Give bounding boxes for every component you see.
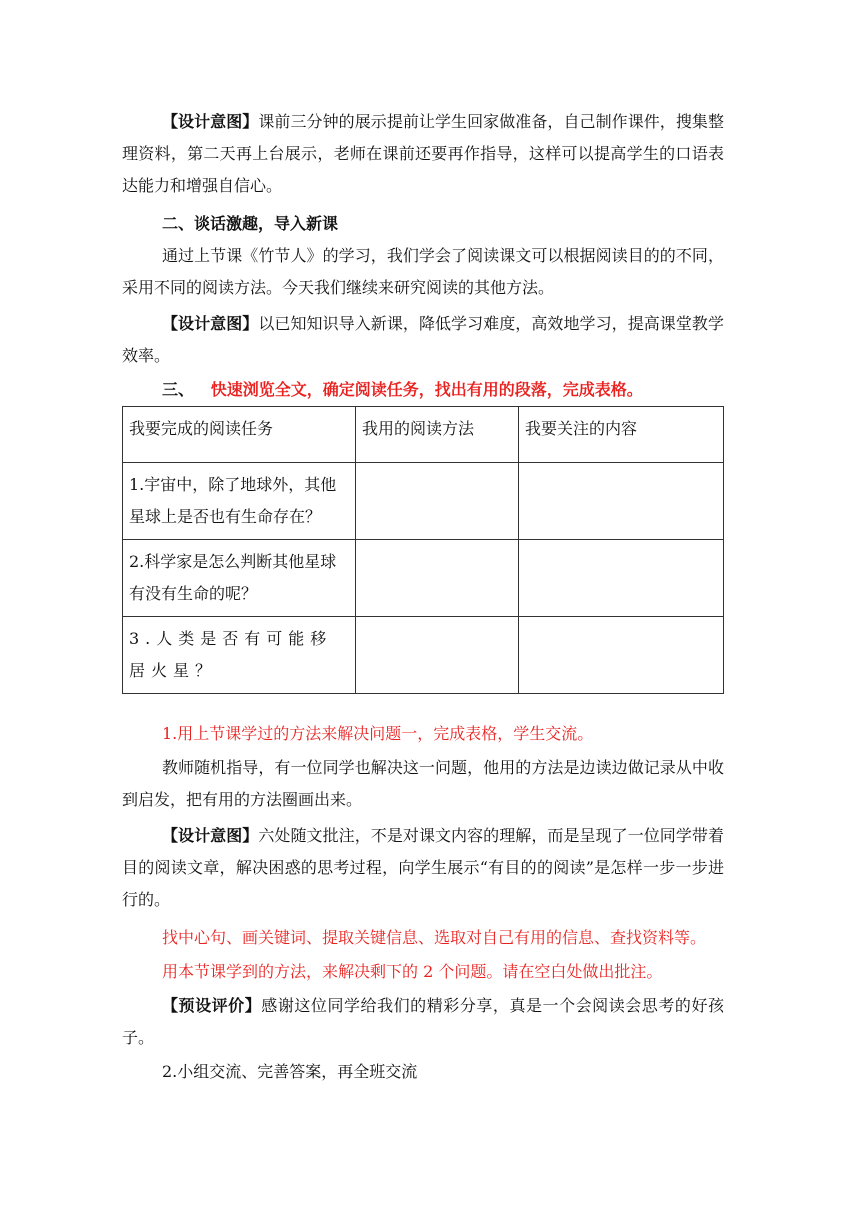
table-header-cell: 我用的阅读方法 xyxy=(356,407,519,463)
red-instruction-2: 用本节课学到的方法，来解决剩下的 2 个问题。请在空白处做出批注。 xyxy=(162,962,663,981)
table-cell xyxy=(519,540,724,617)
design-intent-tag: 【设计意图】 xyxy=(162,314,259,333)
design-intent-text: 六处随文批注，不是对课文内容的理解，而是呈现了一位同学带着目的阅读文章，解决困惑的思考过程，向学生展示“有目的的阅读”是怎样一步一步进行的。 xyxy=(122,826,724,909)
preset-evaluation-paragraph xyxy=(122,990,724,1054)
intro-paragraph: 通过上节课《竹节人》的学习，我们学会了阅读课文可以根据阅读目的的不同，采用不同的阅读方法。今天我们继续来研究阅读的其他方法。 xyxy=(122,246,724,297)
design-intent-text: 课前三分钟的展示提前让学生回家做准备，自己制作课件，搜集整理资料，第二天再上台展示，老师在课前还要再作指导，这样可以提高学生的口语表达能力和增强自信心。 xyxy=(122,112,724,195)
section-heading-3-text: 快速浏览全文，确定阅读任务，找出有用的段落，完成表格。 xyxy=(210,380,643,399)
table-cell xyxy=(519,617,724,694)
step-2: 2.小组交流、完善答案，再全班交流 xyxy=(162,1062,418,1081)
reading-task-table xyxy=(122,406,724,694)
table-cell xyxy=(519,463,724,540)
table-cell xyxy=(356,463,519,540)
table-cell: 1.宇宙中，除了地球外，其他星球上是否也有生命存在？ xyxy=(123,463,356,540)
red-instruction-1: 找中心句、画关键词、提取关键信息、选取对自己有用的信息、查找资料等。 xyxy=(162,928,707,947)
design-intent-paragraph-2 xyxy=(122,308,724,372)
design-intent-text: 以已知知识导入新课，降低学习难度，高效地学习，提高课堂教学效率。 xyxy=(122,314,724,365)
table-cell xyxy=(356,617,519,694)
table-cell: 2.科学家是怎么判断其他星球有没有生命的呢？ xyxy=(123,540,356,617)
design-intent-tag: 【设计意图】 xyxy=(162,826,259,845)
design-intent-paragraph-1 xyxy=(122,106,724,202)
table-header-cell: 我要关注的内容 xyxy=(519,407,724,463)
preset-evaluation-tag: 【预设评价】 xyxy=(162,996,262,1015)
design-intent-tag: 【设计意图】 xyxy=(162,112,259,131)
teacher-guidance-paragraph: 教师随机指导，有一位同学也解决这一问题，他用的方法是边读边做记录从中收到启发，把有用的方法圈画出来。 xyxy=(122,758,724,809)
preset-evaluation-text: 感谢这位同学给我们的精彩分享，真是一个会阅读会思考的好孩子。 xyxy=(122,996,724,1047)
table-row xyxy=(123,463,724,540)
table-cell: 3.人类是否有可能移居火星？ xyxy=(123,617,356,694)
table-row xyxy=(123,540,724,617)
table-header-row xyxy=(123,407,724,463)
section-heading-3 xyxy=(122,374,724,406)
step-1: 1.用上节课学过的方法来解决问题一，完成表格，学生交流。 xyxy=(162,724,594,743)
section-heading-2: 二、谈话激趣，导入新课 xyxy=(162,214,339,233)
table-row xyxy=(123,617,724,694)
table-cell xyxy=(356,540,519,617)
section-number: 三、 xyxy=(162,380,195,399)
design-intent-paragraph-3 xyxy=(122,820,724,916)
table-header-cell: 我要完成的阅读任务 xyxy=(123,407,356,463)
